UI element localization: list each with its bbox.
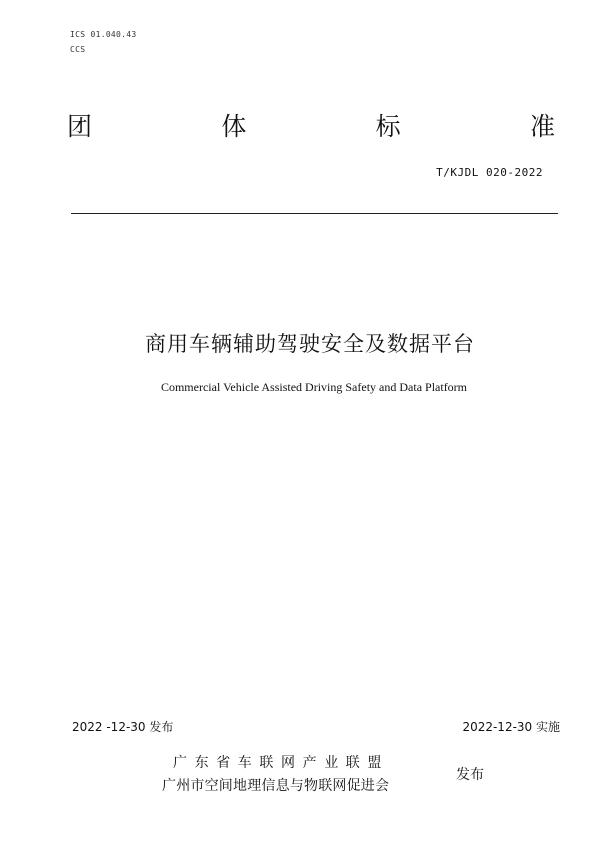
document-title-english: Commercial Vehicle Assisted Driving Safety and Data Platform [160,380,468,394]
ccs-code: CCS [70,45,86,54]
standard-type-char: 准 [529,112,555,141]
standard-type-char: 体 [221,112,247,141]
header-divider [71,213,558,214]
publish-label: 发布 [456,767,484,783]
standard-number: T/KJDL 020-2022 [436,166,543,179]
standard-type-heading [67,114,555,139]
implementation-date: 2022-12-30 实施 [462,720,560,734]
issuer-organization-1: 广东省车联网产业联盟 [173,755,389,771]
standard-type-char: 标 [375,112,401,141]
ics-code: ICS 01.040.43 [70,30,137,39]
release-date: 2022 -12-30 发布 [72,720,174,734]
document-title-chinese: 商用车辆辅助驾驶安全及数据平台 [145,332,475,356]
standard-type-char: 团 [67,112,93,141]
issuer-organization-2: 广州市空间地理信息与物联网促进会 [162,778,390,794]
